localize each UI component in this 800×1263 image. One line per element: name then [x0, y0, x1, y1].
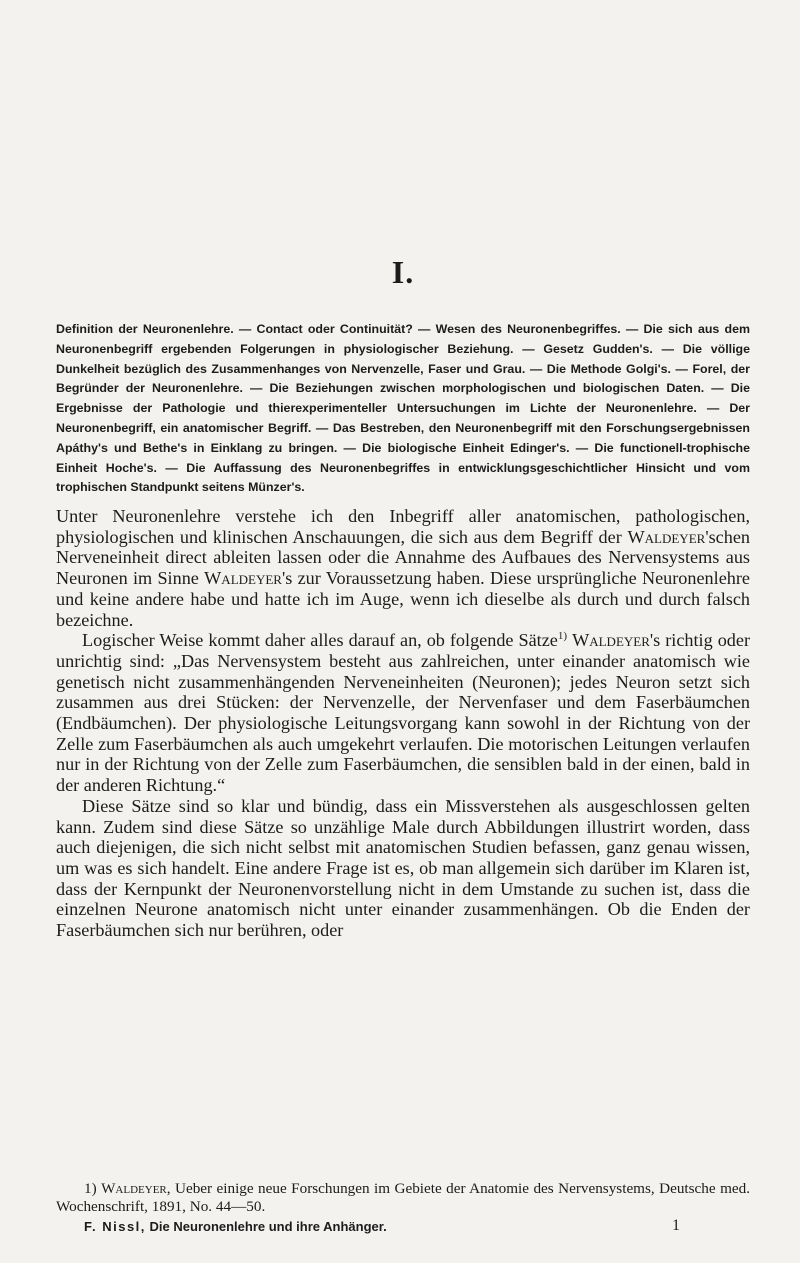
sheet-number: 1	[672, 1217, 680, 1234]
paragraph-2	[56, 630, 750, 796]
author-name-waldeyer: Waldeyer	[572, 630, 650, 651]
paragraph-1	[56, 506, 750, 630]
main-text	[56, 506, 750, 941]
signature-author: F. Nissl,	[84, 1219, 146, 1234]
author-name-waldeyer: Waldeyer	[204, 568, 282, 589]
footnote-author: Waldeyer	[101, 1180, 167, 1197]
footnote-text: , Ueber einige neue Forschungen im Gebiete der Anatomie des Nervensystems, Deutsche med. Wochenschrift, 1891, No. 44—50.	[56, 1180, 751, 1215]
para1-text-1: Unter Neuronenlehre verstehe ich den Inbegriff aller anatomischen, pathologischen, physiologischen und klinischen Anschauungen, die sich aus dem Begriff der	[56, 506, 750, 547]
signature-line	[84, 1219, 387, 1234]
para2-text-2: 's richtig oder unrichtig sind: „Das Nervensystem besteht aus zahlreichen, unter einander anatomisch wie genetisch nicht zusammenhängenden Nerveneinheiten (Neuronen); jedes Neuron setzt sich zusammen aus drei Stücken: der Nervenzelle, der Nervenfaser und dem Faserbäumchen (Endbäumchen). Der physiologische Leitungsvorgang kann sowohl in der Richtung von der Zelle zum Faserbäumchen als auch umgekehrt verlaufen. Die motorischen Leitungen verlaufen nur in der Richtung von der Zelle zum Faserbäumchen, die sensiblen bald in der einen, bald in der anderen Richtung.“	[56, 630, 751, 796]
chapter-number: I.	[391, 254, 415, 290]
author-name-waldeyer: Waldeyer	[627, 526, 706, 547]
para1-text-3: 's zur Voraussetzung haben. Diese ursprüngliche Neuronenlehre und keine andere habe und hatte ich im Auge, wenn ich dieselbe als durch und durch falsch bezeichne.	[56, 568, 750, 630]
chapter-summary: Definition der Neuronenlehre. — Contact oder Continuität? — Wesen des Neuronenbegriffes. — Die sich aus dem Neuronenbegriff ergebenden Folgerungen in physiologischer Beziehung. — Gesetz Gudden's. — Die völlige Dunkelheit bezüglich des Zusammenhanges von Nervenzelle, Faser und Grau. — Die Methode Golgi's. — Forel, der Begründer der Neuronenlehre. — Die Beziehungen zwischen morphologischen und biologischen Daten. — Die Ergebnisse der Pathologie und thierexperimenteller Untersuchungen im Lichte der Neuronenlehre. — Der Neuronenbegriff, ein anatomischer Begriff. — Das Bestreben, den Neuronenbegriff mit den Forschungsergebnissen Apáthy's und Bethe's in Einklang zu bringen. — Die biologische Einheit Edinger's. — Die functionell-trophische Einheit Hoche's. — Die Auffassung des Neuronenbegriffes in entwicklungsgeschichtlicher Hinsicht und vom trophischen Standpunkt seitens Münzer's.	[56, 322, 750, 495]
footnote-reference: 1)	[557, 630, 568, 643]
para2-text-1: Logischer Weise kommt daher alles darauf an, ob folgende Sätze	[82, 630, 558, 651]
footnote	[56, 1180, 750, 1216]
book-page	[56, 0, 750, 1263]
sheet-signature	[56, 1219, 750, 1237]
footnote-marker: 1)	[84, 1180, 97, 1197]
para1-text-2: 'schen Nerveneinheit direct ableiten lassen oder die Annahme des Aufbaues des Nervensystems aus Neuronen im Sinne	[56, 526, 750, 589]
signature-title: Die Neuronenlehre und ihre Anhänger.	[149, 1219, 387, 1234]
paragraph-3: Diese Sätze sind so klar und bündig, dass ein Missverstehen als ausgeschlossen gelten kann. Zudem sind diese Sätze so unzählige Male durch Abbildungen illustrirt worden, dass auch diejenigen, die sich nicht selbst mit anatomischen Studien befassen, ganz genau wissen, um was es sich handelt. Eine andere Frage ist es, ob man allgemein sich darüber im Klaren ist, dass der Kernpunkt der Neuronenvorstellung nicht in dem Umstande zu suchen ist, dass die einzelnen Neurone anatomisch nicht unter einander zusammenhängen. Ob die Enden der Faserbäumchen sich nur berühren, oder	[56, 795, 750, 941]
